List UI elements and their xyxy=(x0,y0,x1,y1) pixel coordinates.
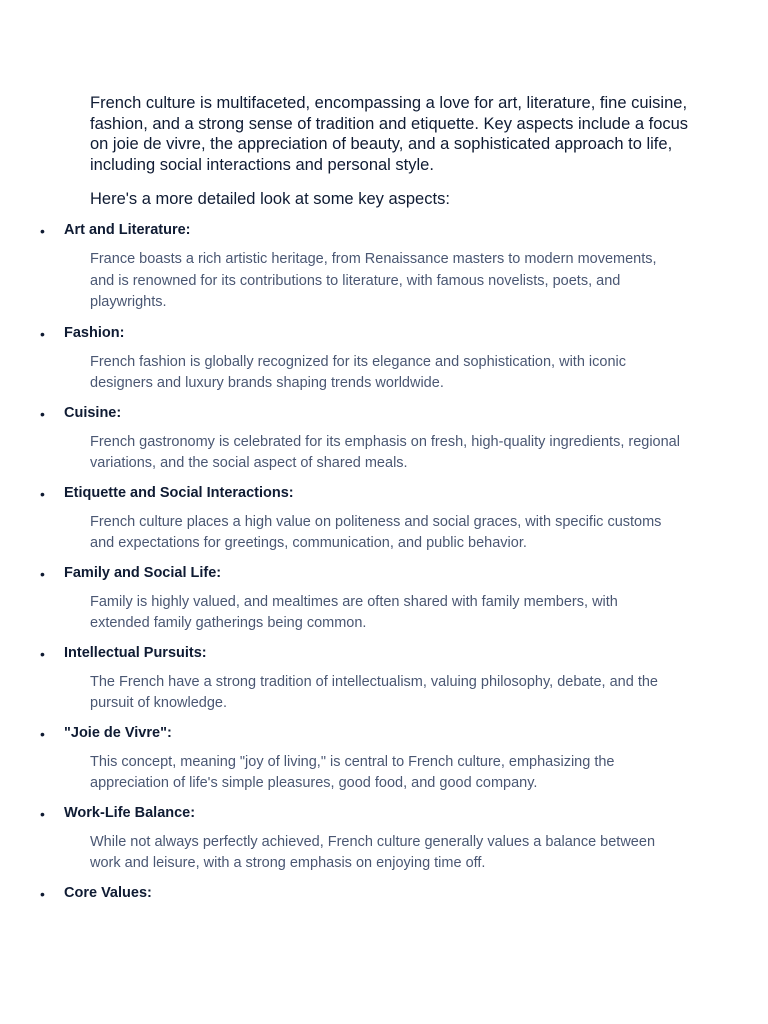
aspects-list xyxy=(0,220,768,903)
item-term: Etiquette and Social Interactions: xyxy=(64,484,294,501)
item-term: Cuisine: xyxy=(64,404,122,421)
bullet-icon: • xyxy=(40,565,45,582)
bullet-icon: • xyxy=(40,805,45,822)
item-term: Family and Social Life: xyxy=(64,564,222,581)
list-item xyxy=(0,323,768,395)
item-description: French gastronomy is celebrated for its emphasis on fresh, high-quality ingredients, regional variations, and the social aspect of shared meals. xyxy=(90,433,680,471)
item-description: French culture places a high value on politeness and social graces, with specific customs and expectations for greetings, communication, and public behavior. xyxy=(90,513,662,551)
item-description: This concept, meaning "joy of living," is central to French culture, emphasizing the appreciation of life's simple pleasures, good food, and good company. xyxy=(90,753,615,791)
item-term: Fashion: xyxy=(64,324,125,341)
list-item xyxy=(0,803,768,875)
list-item xyxy=(0,723,768,795)
list-item xyxy=(0,883,768,903)
item-term: Art and Literature: xyxy=(64,222,191,238)
bullet-icon: • xyxy=(40,223,45,239)
item-description: Family is highly valued, and mealtimes are often shared with family members, with extended family gatherings being common. xyxy=(90,593,618,631)
item-description: France boasts a rich artistic heritage, from Renaissance masters to modern movements, and is renowned for its contributions to literature, with famous novelists, poets, and playwrights. xyxy=(90,251,657,310)
lead-paragraph: Here's a more detailed look at some key aspects: xyxy=(90,190,450,208)
list-item xyxy=(0,403,768,475)
bullet-icon: • xyxy=(40,405,45,422)
item-description: French fashion is globally recognized for its elegance and sophistication, with iconic designers and luxury brands shaping trends worldwide. xyxy=(90,353,626,391)
item-term: Intellectual Pursuits: xyxy=(64,644,207,661)
list-item xyxy=(0,483,768,555)
bullet-icon: • xyxy=(40,645,45,662)
list-item xyxy=(0,563,768,635)
bullet-icon: • xyxy=(40,485,45,502)
item-description: The French have a strong tradition of intellectualism, valuing philosophy, debate, and the pursuit of knowledge. xyxy=(90,673,658,711)
bullet-icon: • xyxy=(40,725,45,742)
bullet-icon: • xyxy=(40,325,45,342)
intro-paragraph: French culture is multifaceted, encompassing a love for art, literature, fine cuisine, fashion, and a strong sense of tradition and etiquette. Key aspects include a focus on joie de vivre, the appreciation of beauty, and a sophisticated approach to life, including social interactions and personal style. xyxy=(90,94,689,174)
item-term: Core Values: xyxy=(64,884,152,901)
item-term: Work-Life Balance: xyxy=(64,804,196,821)
item-description: While not always perfectly achieved, French culture generally values a balance between work and leisure, with a strong emphasis on enjoying time off. xyxy=(90,833,656,871)
list-item xyxy=(0,643,768,715)
item-term: "Joie de Vivre": xyxy=(64,724,172,741)
bullet-icon: • xyxy=(40,885,45,902)
list-item xyxy=(0,220,768,314)
